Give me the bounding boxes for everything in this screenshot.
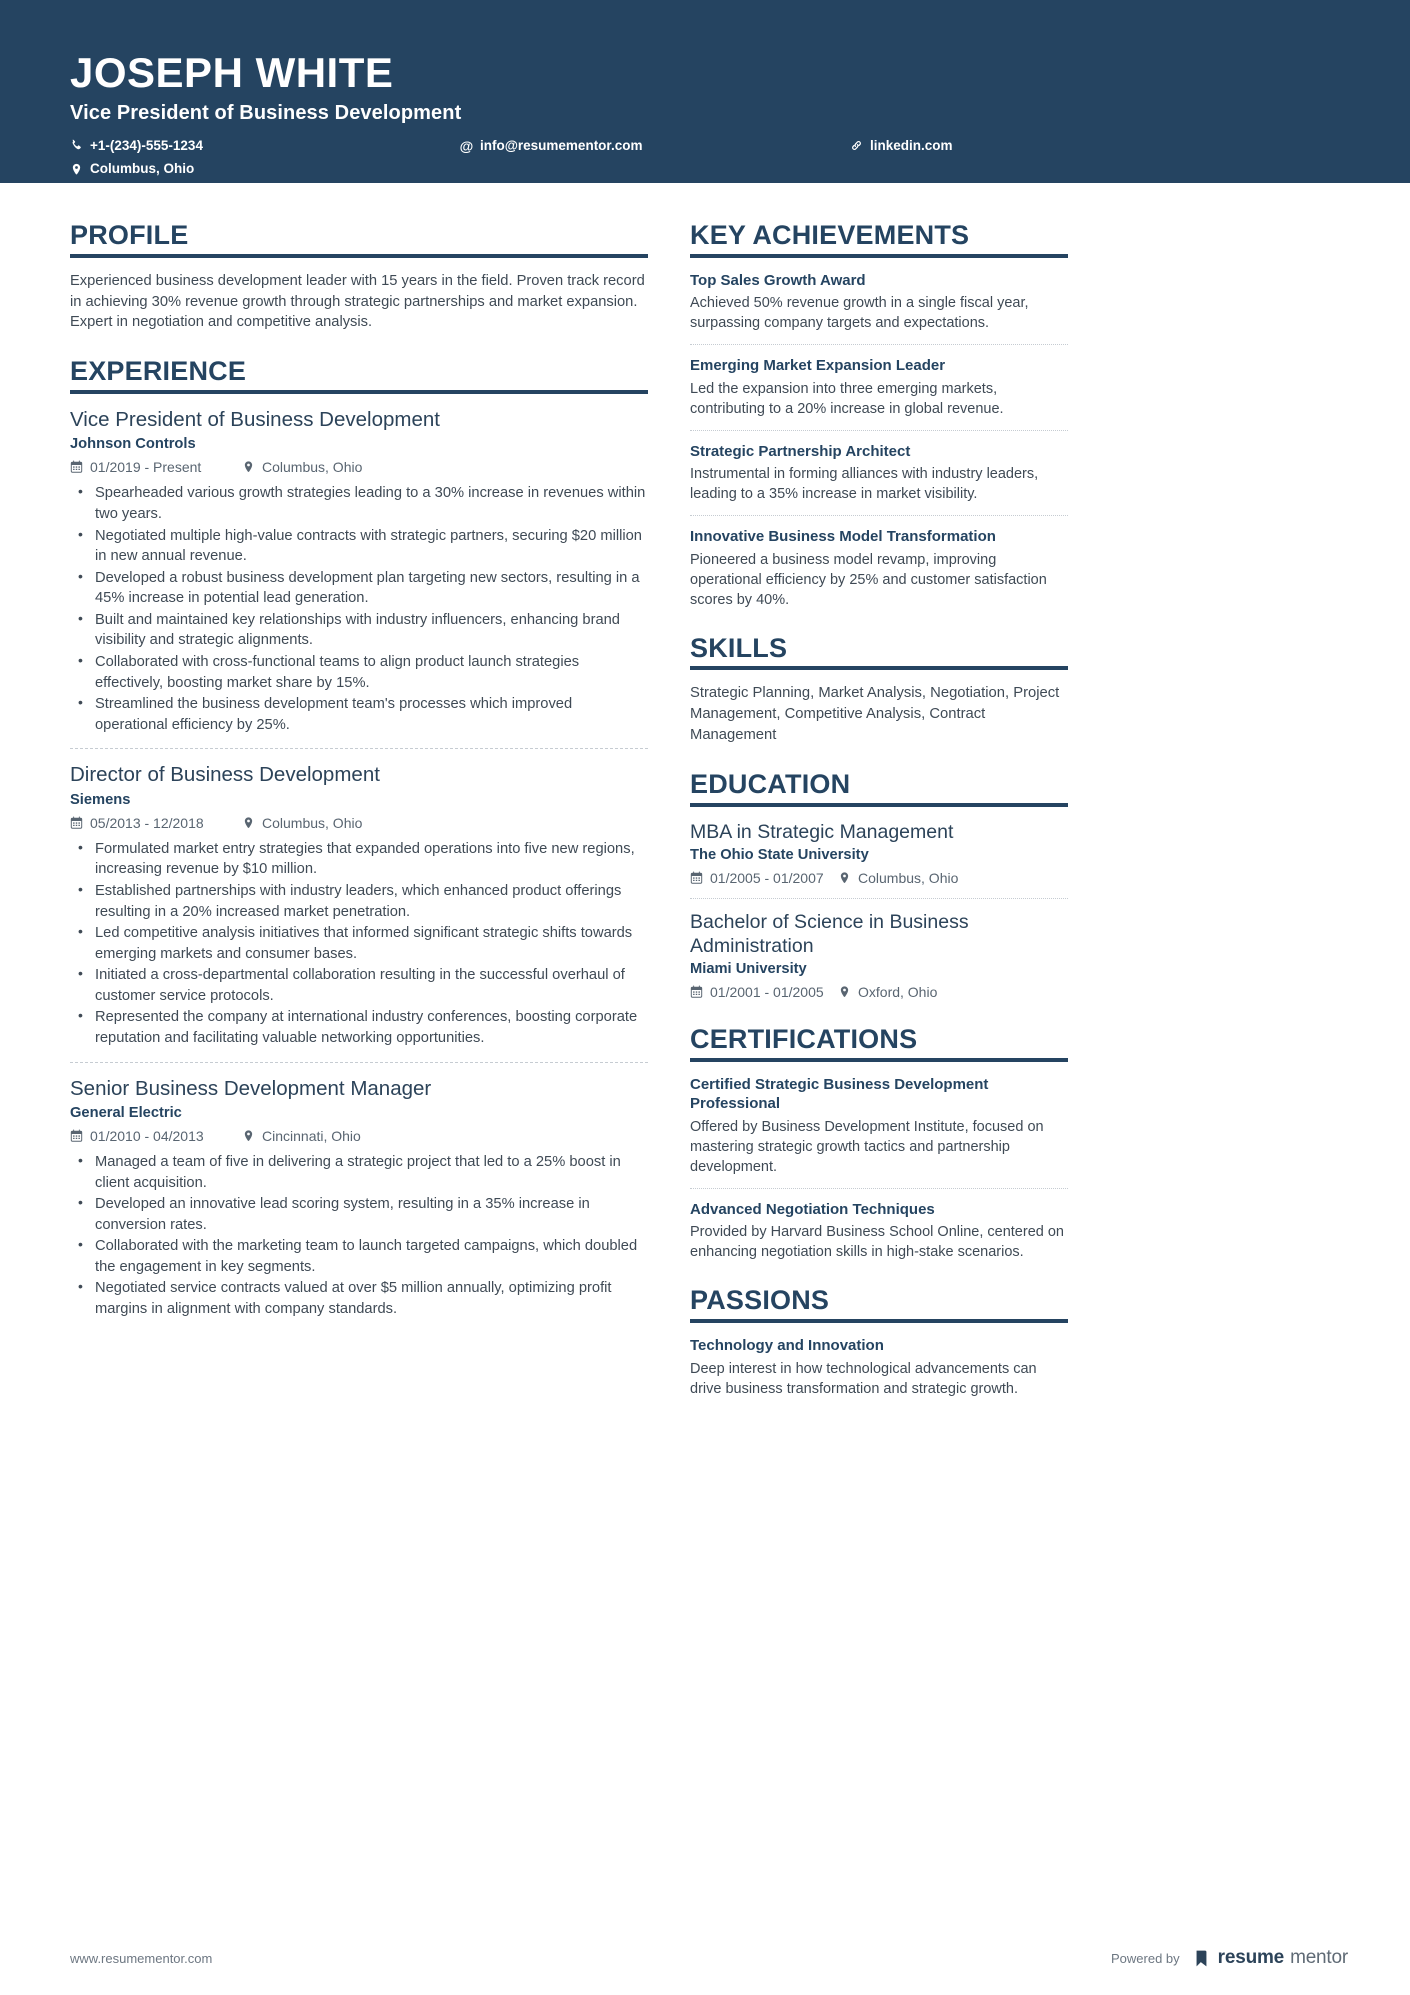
phone-value: +1-(234)-555-1234 bbox=[90, 137, 203, 153]
map-pin-icon bbox=[242, 816, 255, 830]
achievement-text: Instrumental in forming alliances with industry leaders, leading to a 35% increase in market visibility. bbox=[690, 466, 1039, 503]
achievement-text: Achieved 50% revenue growth in a single fiscal year, surpassing company targets and expectations. bbox=[690, 295, 1029, 332]
education-dates bbox=[690, 983, 838, 1001]
calendar-icon bbox=[690, 985, 703, 999]
job-dates-value: 01/2010 - 04/2013 bbox=[90, 1127, 204, 1144]
job-meta bbox=[70, 458, 648, 476]
list-item: • Collaborated with cross-functional teams to align product launch strategies effectively, boosting market share by 15%. bbox=[72, 652, 648, 693]
list-item: • Negotiated service contracts valued at over $5 million annually, optimizing profit margins in alignment with company standards. bbox=[72, 1278, 648, 1319]
footer-branding bbox=[1111, 1947, 1348, 1969]
page-title: JOSEPH WHITE bbox=[70, 49, 394, 96]
calendar-icon bbox=[70, 1129, 83, 1143]
list-item: • Developed a robust business development plan targeting new sectors, resulting in a 45% increase in potential lead generation. bbox=[72, 568, 648, 609]
education-meta bbox=[690, 983, 1068, 1001]
divider bbox=[690, 898, 1068, 899]
job-dates-value: 01/2019 - Present bbox=[90, 459, 202, 476]
calendar-icon bbox=[70, 816, 83, 830]
education-location-value: Oxford, Ohio bbox=[858, 983, 938, 1000]
section-profile bbox=[70, 221, 648, 333]
job-headline: Vice President of Business Development bbox=[70, 101, 462, 124]
resume-body bbox=[0, 183, 1410, 1917]
achievement-text: Led the expansion into three emerging markets, contributing to a 20% increase in global revenue. bbox=[690, 380, 1004, 417]
profile-text: Experienced business development leader with 15 years in the field. Proven track record in achieving 30% revenue growth through strategic partnerships and market expansion. Expert in negotiation and competitive analysis. bbox=[70, 272, 645, 331]
section-title-passions: PASSIONS bbox=[690, 1285, 830, 1316]
education-location-value: Columbus, Ohio bbox=[858, 869, 959, 886]
passion-item bbox=[690, 1336, 1068, 1399]
achievement-text: Pioneered a business model revamp, improving operational efficiency by 25% and customer satisfaction scores by 40%. bbox=[690, 551, 1047, 608]
resume-footer bbox=[0, 1947, 1410, 1995]
section-rule bbox=[690, 254, 1068, 258]
certification-title: Certified Strategic Business Development Professional bbox=[690, 1075, 989, 1113]
education-degree: MBA in Strategic Management bbox=[690, 821, 954, 844]
map-pin-icon bbox=[242, 1129, 255, 1143]
location-value: Columbus, Ohio bbox=[90, 161, 195, 177]
divider bbox=[690, 344, 1068, 345]
education-dates-value: 01/2005 - 01/2007 bbox=[710, 869, 824, 886]
section-title-skills: SKILLS bbox=[690, 632, 788, 663]
education-dates-value: 01/2001 - 01/2005 bbox=[710, 983, 824, 1000]
achievement-item bbox=[690, 271, 1068, 334]
achievement-title: Strategic Partnership Architect bbox=[690, 442, 911, 460]
divider bbox=[690, 430, 1068, 431]
right-column bbox=[690, 183, 1068, 1423]
experience-entry bbox=[70, 1076, 648, 1320]
job-meta bbox=[70, 1127, 648, 1145]
section-title-certifications: CERTIFICATIONS bbox=[690, 1024, 918, 1055]
education-degree: Bachelor of Science in Business Administration bbox=[690, 910, 969, 958]
contact-location bbox=[70, 157, 460, 181]
education-entry bbox=[690, 910, 1068, 1001]
achievement-item bbox=[690, 356, 1068, 419]
section-passions bbox=[690, 1286, 1068, 1398]
list-item: • Led competitive analysis initiatives that informed significant strategic shifts towards emerging markets and consumer bases. bbox=[72, 923, 648, 964]
contact-row bbox=[70, 134, 1340, 181]
map-pin-icon bbox=[70, 163, 83, 176]
job-location-value: Columbus, Ohio bbox=[262, 459, 363, 476]
achievement-item bbox=[690, 442, 1068, 505]
achievement-item bbox=[690, 527, 1068, 610]
section-rule bbox=[690, 1058, 1068, 1062]
education-location bbox=[838, 983, 937, 1001]
certification-item bbox=[690, 1200, 1068, 1263]
job-meta bbox=[70, 814, 648, 832]
job-location bbox=[242, 458, 362, 476]
section-rule bbox=[70, 390, 648, 394]
divider bbox=[70, 748, 648, 749]
list-item: • Initiated a cross-departmental collaboration resulting in the successful overhaul of customer service protocols. bbox=[72, 965, 648, 1006]
job-dates bbox=[70, 1127, 242, 1145]
divider bbox=[70, 1062, 648, 1063]
section-education bbox=[690, 770, 1068, 1001]
certification-text: Offered by Business Development Institute, focused on mastering strategic growth tactics and partnership development. bbox=[690, 1118, 1044, 1175]
section-title-education: EDUCATION bbox=[690, 769, 851, 800]
job-company: General Electric bbox=[70, 1104, 182, 1121]
calendar-icon bbox=[690, 871, 703, 885]
section-experience bbox=[70, 357, 648, 1319]
footer-url[interactable]: www.resumementor.com bbox=[70, 1950, 213, 1966]
left-column bbox=[70, 183, 648, 1344]
certification-text: Provided by Harvard Business School Online, centered on enhancing negotiation skills in high-stake scenarios. bbox=[690, 1224, 1064, 1261]
list-item: • Spearheaded various growth strategies leading to a 30% increase in revenues within two years. bbox=[72, 483, 648, 524]
brand-name-first: resume bbox=[1217, 1947, 1285, 1968]
certification-title: Advanced Negotiation Techniques bbox=[690, 1200, 935, 1218]
job-bullets bbox=[72, 483, 648, 735]
brand-name-second: mentor bbox=[1290, 1947, 1348, 1968]
experience-entry bbox=[70, 407, 648, 735]
section-title-profile: PROFILE bbox=[70, 220, 189, 250]
section-rule bbox=[70, 254, 648, 258]
list-item: • Collaborated with the marketing team to launch targeted campaigns, which doubled the engagement in key segments. bbox=[72, 1236, 648, 1277]
passion-title: Technology and Innovation bbox=[690, 1337, 884, 1354]
section-rule bbox=[690, 1319, 1068, 1323]
link-icon bbox=[850, 139, 863, 152]
section-rule bbox=[690, 803, 1068, 807]
education-location bbox=[838, 869, 958, 887]
list-item: • Developed an innovative lead scoring system, resulting in a 35% increase in conversion rates. bbox=[72, 1194, 648, 1235]
education-school: The Ohio State University bbox=[690, 846, 869, 863]
list-item: • Established partnerships with industry leaders, which enhanced product offerings resulting in a 20% increased market penetration. bbox=[72, 881, 648, 922]
job-bullets bbox=[72, 1152, 648, 1320]
achievement-title: Emerging Market Expansion Leader bbox=[690, 357, 946, 375]
divider bbox=[690, 1188, 1068, 1189]
powered-by-label: Powered by bbox=[1111, 1950, 1180, 1966]
contact-email[interactable] bbox=[460, 134, 850, 158]
list-item: • Managed a team of five in delivering a strategic project that led to a 25% boost in client acquisition. bbox=[72, 1152, 648, 1193]
job-location bbox=[242, 1127, 361, 1145]
passion-text: Deep interest in how technological advancements can drive business transformation and strategic growth. bbox=[690, 1360, 1037, 1397]
job-company: Siemens bbox=[70, 791, 131, 808]
list-item: • Represented the company at international industry conferences, boosting corporate reputation and facilitating valuable networking opportunities. bbox=[72, 1007, 648, 1048]
job-location-value: Cincinnati, Ohio bbox=[262, 1127, 361, 1144]
divider bbox=[690, 515, 1068, 516]
job-dates bbox=[70, 458, 242, 476]
education-school: Miami University bbox=[690, 960, 807, 977]
job-location bbox=[242, 814, 362, 832]
job-bullets bbox=[72, 839, 648, 1049]
section-title-experience: EXPERIENCE bbox=[70, 356, 247, 387]
contact-website[interactable] bbox=[850, 134, 1180, 158]
section-key-achievements bbox=[690, 221, 1068, 610]
experience-entry bbox=[70, 762, 648, 1048]
list-item: • Formulated market entry strategies that expanded operations into five new regions, increasing revenue by $10 million. bbox=[72, 839, 648, 880]
job-dates bbox=[70, 814, 242, 832]
education-meta bbox=[690, 869, 1068, 887]
bookmark-icon bbox=[1193, 1949, 1212, 1968]
skills-text: Strategic Planning, Market Analysis, Negotiation, Project Management, Competitive Analysis, Contract Management bbox=[690, 685, 1060, 744]
contact-phone[interactable] bbox=[70, 134, 460, 158]
phone-icon bbox=[70, 139, 83, 152]
at-icon: @ bbox=[459, 137, 474, 154]
list-item: • Negotiated multiple high-value contracts with strategic partners, securing $20 million in new annual revenue. bbox=[72, 526, 648, 567]
certification-item bbox=[690, 1075, 1068, 1177]
job-dates-value: 05/2013 - 12/2018 bbox=[90, 814, 204, 831]
map-pin-icon bbox=[838, 871, 851, 885]
education-dates bbox=[690, 869, 838, 887]
section-rule bbox=[690, 666, 1068, 670]
job-title: Director of Business Development bbox=[70, 763, 380, 787]
job-company: Johnson Controls bbox=[70, 436, 196, 453]
list-item: • Built and maintained key relationships with industry influencers, enhancing brand visibility and strategic alignments. bbox=[72, 610, 648, 651]
map-pin-icon bbox=[242, 460, 255, 474]
job-title: Vice President of Business Development bbox=[70, 408, 440, 431]
job-title: Senior Business Development Manager bbox=[70, 1076, 432, 1100]
section-certifications bbox=[690, 1025, 1068, 1262]
resumementor-logo bbox=[1193, 1947, 1348, 1969]
email-value: info@resumementor.com bbox=[480, 137, 643, 153]
achievement-title: Top Sales Growth Award bbox=[690, 271, 866, 289]
section-skills bbox=[690, 634, 1068, 747]
achievement-title: Innovative Business Model Transformation bbox=[690, 528, 996, 546]
calendar-icon bbox=[70, 460, 83, 474]
section-title-key-achievements: KEY ACHIEVEMENTS bbox=[690, 220, 970, 250]
resume-header bbox=[0, 0, 1410, 183]
job-location-value: Columbus, Ohio bbox=[262, 814, 363, 831]
map-pin-icon bbox=[838, 985, 851, 999]
education-entry bbox=[690, 820, 1068, 887]
website-value: linkedin.com bbox=[870, 137, 953, 153]
list-item: • Streamlined the business development team's processes which improved operational efficiency by 25%. bbox=[72, 694, 648, 735]
